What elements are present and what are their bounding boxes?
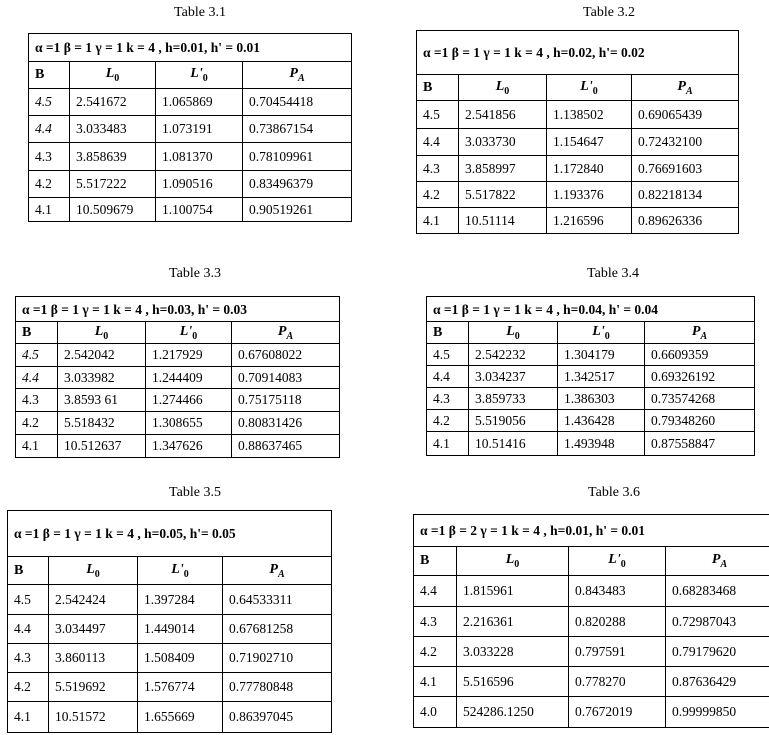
table-cell: 1.508409 [138,644,223,673]
table-cell: 0.88637465 [232,435,340,458]
parameter-header: α =1 β = 1 γ = 1 k = 4 , h=0.05, h'= 0.05 [8,511,332,557]
table-cell: 0.79179620 [666,637,769,667]
table-row [427,432,755,456]
table-row [29,116,352,143]
table-cell: 2.541856 [459,101,547,129]
results-table [416,30,739,234]
column-header: $L'_0$ [138,557,223,585]
table-cell: 4.1 [8,702,49,733]
table-cell: 4.4 [29,116,70,143]
table-row [414,697,769,728]
table-cell: 5.517222 [70,171,156,198]
table-cell: 0.72987043 [666,607,769,637]
column-header [417,75,459,101]
table-cell: 1.655669 [138,702,223,733]
table-cell: 0.78109961 [243,143,352,171]
table-cell: 0.67608022 [232,344,340,367]
parameter-header: α =1 β = 2 γ = 1 k = 4 , h=0.01, h' = 0.01 [414,515,769,547]
column-label: L' [580,78,593,94]
table-cell: 4.4 [8,615,49,644]
table-row [427,366,755,388]
results-table [7,510,332,733]
column-header: $L'_0$ [558,322,645,344]
table-row [8,702,332,733]
table-cell: 1.138502 [547,101,632,129]
column-label: P [711,552,721,568]
table-cell: 4.5 [16,344,58,367]
table-cell: 1.065869 [156,89,243,116]
table-cell: 4.3 [16,389,58,412]
table-cell: 4.2 [16,412,58,435]
column-label: L [506,323,515,339]
table-cell: 10.51416 [469,432,558,456]
table-cell: 3.8593 61 [58,389,146,412]
table-cell: 3.033483 [70,116,156,143]
table-cell: 4.3 [8,644,49,673]
table-cell: 1.154647 [547,129,632,156]
table-row [16,389,340,412]
column-label: B [420,553,430,568]
table-row [417,182,739,208]
table-cell: 0.90519261 [243,198,352,222]
table-cell: 1.342517 [558,366,645,388]
table-cell: 4.4 [417,129,459,156]
table-cell: 0.68283468 [666,576,769,607]
table-cell: 10.509679 [70,198,156,222]
table-cell: 0.86397045 [223,702,332,733]
table-cell: 3.860113 [49,644,138,673]
table-cell: 1.449014 [138,615,223,644]
table-cell: 1.386303 [558,388,645,410]
table-cell: 1.073191 [156,116,243,143]
column-header [8,557,49,585]
table-row [8,585,332,615]
table-cell: 0.820288 [569,607,666,637]
table-cell: 4.3 [417,156,459,182]
table-cell: 4.1 [427,432,469,456]
table-caption: Table 3.1 [174,5,226,20]
table-cell: 1.172840 [547,156,632,182]
table-cell: 2.542042 [58,344,146,367]
table-row [8,673,332,702]
table-row [414,667,769,697]
table-cell: 4.5 [427,344,469,366]
table-row [8,615,332,644]
column-label: L [495,78,505,94]
table-cell: 0.79348260 [645,410,755,432]
table-row [29,89,352,116]
column-label: L' [179,323,193,339]
column-label: L' [171,561,184,577]
column-header: $L_0$ [49,557,138,585]
column-header: $L'_0$ [146,322,232,344]
results-table [28,33,352,222]
parameter-header: α =1 β = 1 γ = 1 k = 4 , h=0.01, h' = 0.01 [29,34,352,62]
table-cell: 4.2 [8,673,49,702]
table-cell: 1.397284 [138,585,223,615]
table-cell: 4.4 [16,367,58,389]
column-label: P [277,323,287,339]
table-cell: 0.778270 [569,667,666,697]
table-cell: 1.216596 [547,208,632,234]
table-cell: 3.034497 [49,615,138,644]
table-row [8,644,332,673]
column-header: $L_0$ [70,62,156,89]
table-cell: 10.51114 [459,208,547,234]
table-row [417,129,739,156]
column-label: P [269,561,278,577]
table-cell: 1.090516 [156,171,243,198]
table-cell: 4.4 [414,576,457,607]
column-label: P [289,66,298,82]
parameter-header: α =1 β = 1 γ = 1 k = 4 , h=0.02, h'= 0.02 [417,31,739,75]
table-cell: 0.72432100 [632,129,739,156]
table-cell: 4.3 [29,143,70,171]
table-row [16,412,340,435]
table-cell: 1.217929 [146,344,232,367]
parameter-header: α =1 β = 1 γ = 1 k = 4 , h=0.03, h' = 0.03 [16,297,340,322]
table-cell: 4.3 [427,388,469,410]
table-cell: 4.1 [417,208,459,234]
table-cell: 4.0 [414,697,457,728]
table-cell: 1.304179 [558,344,645,366]
column-label: B [22,324,32,340]
table-cell: 1.193376 [547,182,632,208]
column-label: P [677,78,686,94]
table-cell: 4.2 [414,637,457,667]
table-cell: 0.69065439 [632,101,739,129]
column-header-row [427,322,755,344]
table-cell: 0.99999850 [666,697,769,728]
parameter-header: α =1 β = 1 γ = 1 k = 4 , h=0.04, h' = 0.04 [427,297,755,322]
column-header: $L_0$ [58,322,146,344]
table-cell: 3.033982 [58,367,146,389]
table-cell: 4.2 [29,171,70,198]
table-cell: 5.519056 [469,410,558,432]
column-label: B [35,67,45,82]
table-cell: 1.244409 [146,367,232,389]
table-cell: 0.82218134 [632,182,739,208]
table-cell: 5.519692 [49,673,138,702]
column-header [414,547,457,576]
table-row [417,156,739,182]
table-cell: 1.081370 [156,143,243,171]
table-cell: 0.73574268 [645,388,755,410]
column-header [16,322,58,344]
column-header: $L_0$ [459,75,547,101]
table-row [29,143,352,171]
column-label: B [14,562,24,578]
table-cell: 0.70454418 [243,89,352,116]
table-row [29,171,352,198]
table-caption: Table 3.6 [588,485,640,500]
table-cell: 5.517822 [459,182,547,208]
table-cell: 4.2 [427,410,469,432]
table-cell: 4.5 [29,89,70,116]
table-cell: 2.542424 [49,585,138,615]
column-header-row [417,75,739,101]
table-cell: 1.576774 [138,673,223,702]
table-cell: 2.216361 [457,607,569,637]
table-row [16,435,340,458]
column-header: $L'_0$ [569,547,666,576]
table-cell: 0.89626336 [632,208,739,234]
table-cell: 4.5 [417,101,459,129]
column-label: L [105,66,115,82]
table-cell: 1.493948 [558,432,645,456]
table-cell: 4.4 [427,366,469,388]
column-header: $L_0$ [469,322,558,344]
table-cell: 0.7672019 [569,697,666,728]
table-cell: 4.3 [414,607,457,637]
table-cell: 4.1 [414,667,457,697]
table-row [417,208,739,234]
table-cell: 5.518432 [58,412,146,435]
column-header-row [414,547,769,576]
column-label: L [86,561,95,577]
column-label: L [505,552,515,568]
table-row [29,198,352,222]
table-cell: 10.512637 [58,435,146,458]
table-cell: 1.100754 [156,198,243,222]
table-caption: Table 3.5 [169,485,221,500]
table-cell: 0.67681258 [223,615,332,644]
column-header: $P_A$ [632,75,739,101]
column-header: $L_0$ [457,547,569,576]
table-cell: 3.033228 [457,637,569,667]
table-cell: 1.347626 [146,435,232,458]
column-label: P [691,323,701,339]
table-row [414,576,769,607]
table-cell: 0.87636429 [666,667,769,697]
table-cell: 1.815961 [457,576,569,607]
table-row [414,637,769,667]
table-cell: 10.51572 [49,702,138,733]
results-table [15,296,340,458]
column-header [427,322,469,344]
table-cell: 1.436428 [558,410,645,432]
table-cell: 0.64533311 [223,585,332,615]
table-cell: 1.308655 [146,412,232,435]
table-cell: 0.75175118 [232,389,340,412]
table-cell: 524286.1250 [457,697,569,728]
table-cell: 4.1 [16,435,58,458]
table-cell: 4.2 [417,182,459,208]
table-row [414,607,769,637]
table-cell: 0.843483 [569,576,666,607]
table-cell: 4.5 [8,585,49,615]
table-cell: 0.797591 [569,637,666,667]
table-cell: 1.274466 [146,389,232,412]
column-header-row [16,322,340,344]
table-cell: 2.542232 [469,344,558,366]
column-header: $P_A$ [666,547,769,576]
table-cell: 0.71902710 [223,644,332,673]
table-caption: Table 3.4 [587,266,639,281]
column-header: $P_A$ [243,62,352,89]
table-cell: 0.80831426 [232,412,340,435]
column-header-row [29,62,352,89]
table-row [417,101,739,129]
table-row [16,344,340,367]
table-cell: 3.034237 [469,366,558,388]
column-label: L' [190,66,203,82]
table-cell: 0.76691603 [632,156,739,182]
table-cell: 3.858997 [459,156,547,182]
results-table [426,296,755,456]
results-table [413,514,769,728]
table-cell: 0.6609359 [645,344,755,366]
table-cell: 0.69326192 [645,366,755,388]
table-caption: Table 3.3 [169,266,221,281]
table-cell: 0.73867154 [243,116,352,143]
table-cell: 3.858639 [70,143,156,171]
table-cell: 3.033730 [459,129,547,156]
column-label: L [94,323,104,339]
column-label: B [423,79,433,95]
table-row [427,344,755,366]
table-row [427,388,755,410]
table-cell: 4.1 [29,198,70,222]
column-label: L' [608,552,621,568]
column-header: $P_A$ [232,322,340,344]
column-header: $L'_0$ [547,75,632,101]
table-cell: 0.77780848 [223,673,332,702]
table-cell: 3.859733 [469,388,558,410]
table-cell: 0.87558847 [645,432,755,456]
column-header-row [8,557,332,585]
column-label: L' [592,323,605,339]
column-header: $P_A$ [645,322,755,344]
column-header: $L'_0$ [156,62,243,89]
table-cell: 0.83496379 [243,171,352,198]
column-label: B [433,324,443,340]
column-header [29,62,70,89]
table-cell: 0.70914083 [232,367,340,389]
table-row [427,410,755,432]
table-cell: 5.516596 [457,667,569,697]
table-caption: Table 3.2 [583,5,635,20]
column-header: $P_A$ [223,557,332,585]
table-cell: 2.541672 [70,89,156,116]
table-row [16,367,340,389]
